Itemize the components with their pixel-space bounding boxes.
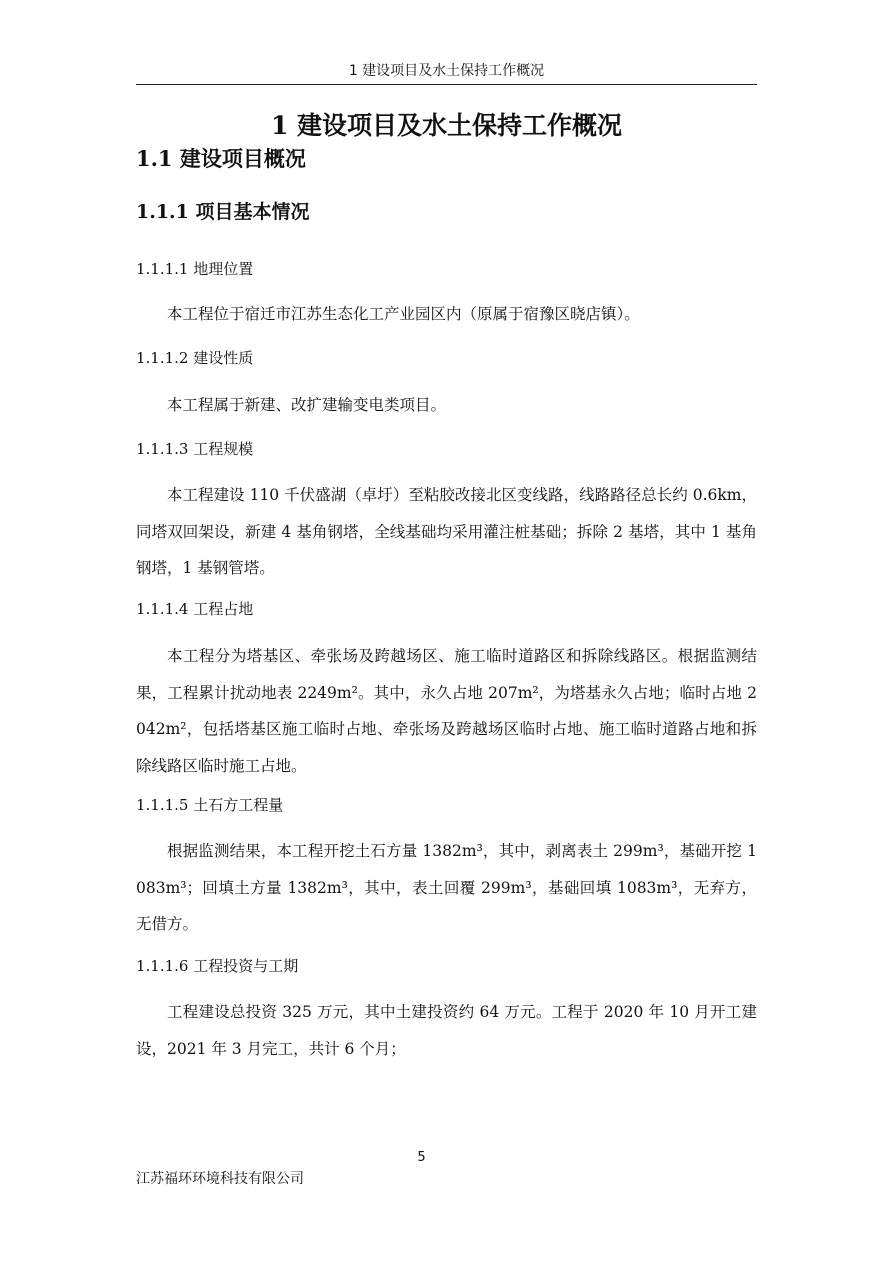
item-body-location: 本工程位于宿迁市江苏生态化工产业园区内（原属于宿豫区晓店镇）。 [167,305,640,323]
item-heading-nature: 1.1.1.2 建设性质 [136,349,254,367]
item-heading-land: 1.1.1.4 工程占地 [136,600,254,618]
item-heading-scale: 1.1.1.3 工程规模 [136,440,254,458]
header-divider [136,84,757,85]
chapter-title: 1 建设项目及水土保持工作概况 [270,111,623,140]
page-number: 5 [417,1150,426,1165]
section-title: 1.1 建设项目概况 [136,146,306,171]
item-heading-earthwork: 1.1.1.5 土石方工程量 [136,796,284,814]
item-heading-location: 1.1.1.1 地理位置 [136,260,254,278]
item-body-nature: 本工程属于新建、改扩建输变电类项目。 [167,396,447,414]
item-body-scale: 本工程建设 110 千伏盛湖（卓圩）至粘胶改接北区变线路，线路路径总长约 0.6km，同塔双回架设，新建 4 基角钢塔，全线基础均采用灌注桩基础；拆除 2 基塔，其中 1 基角钢塔，1 基钢管塔。 [136,486,757,577]
running-header: 1 建设项目及水土保持工作概况 [348,63,545,79]
item-body-land: 本工程分为塔基区、牵张场及跨越场区、施工临时道路区和拆除线路区。根据监测结果，工程累计扰动地表 2249m²。其中，永久占地 207m²，为塔基永久占地；临时占地 2042m²，包括塔基区施工临时占地、牵张场及跨越场区临时占地、施工临时道路占地和拆除线路区临时施工占地。 [136,647,757,775]
item-body-earthwork: 根据监测结果，本工程开挖土石方量 1382m³，其中，剥离表土 299m³，基础开挖 1083m³；回填土方量 1382m³，其中，表土回覆 299m³，基础回填 1083m³，无弃方，无借方。 [136,842,757,933]
item-heading-investment: 1.1.1.6 工程投资与工期 [136,957,299,975]
subsection-title: 1.1.1 项目基本情况 [136,201,310,223]
item-body-investment: 工程建设总投资 325 万元，其中土建投资约 64 万元。工程于 2020 年 10 月开工建设，2021 年 3 月完工，共计 6 个月； [136,1003,757,1058]
footer-company-name: 江苏福环环境科技有限公司 [136,1171,304,1187]
